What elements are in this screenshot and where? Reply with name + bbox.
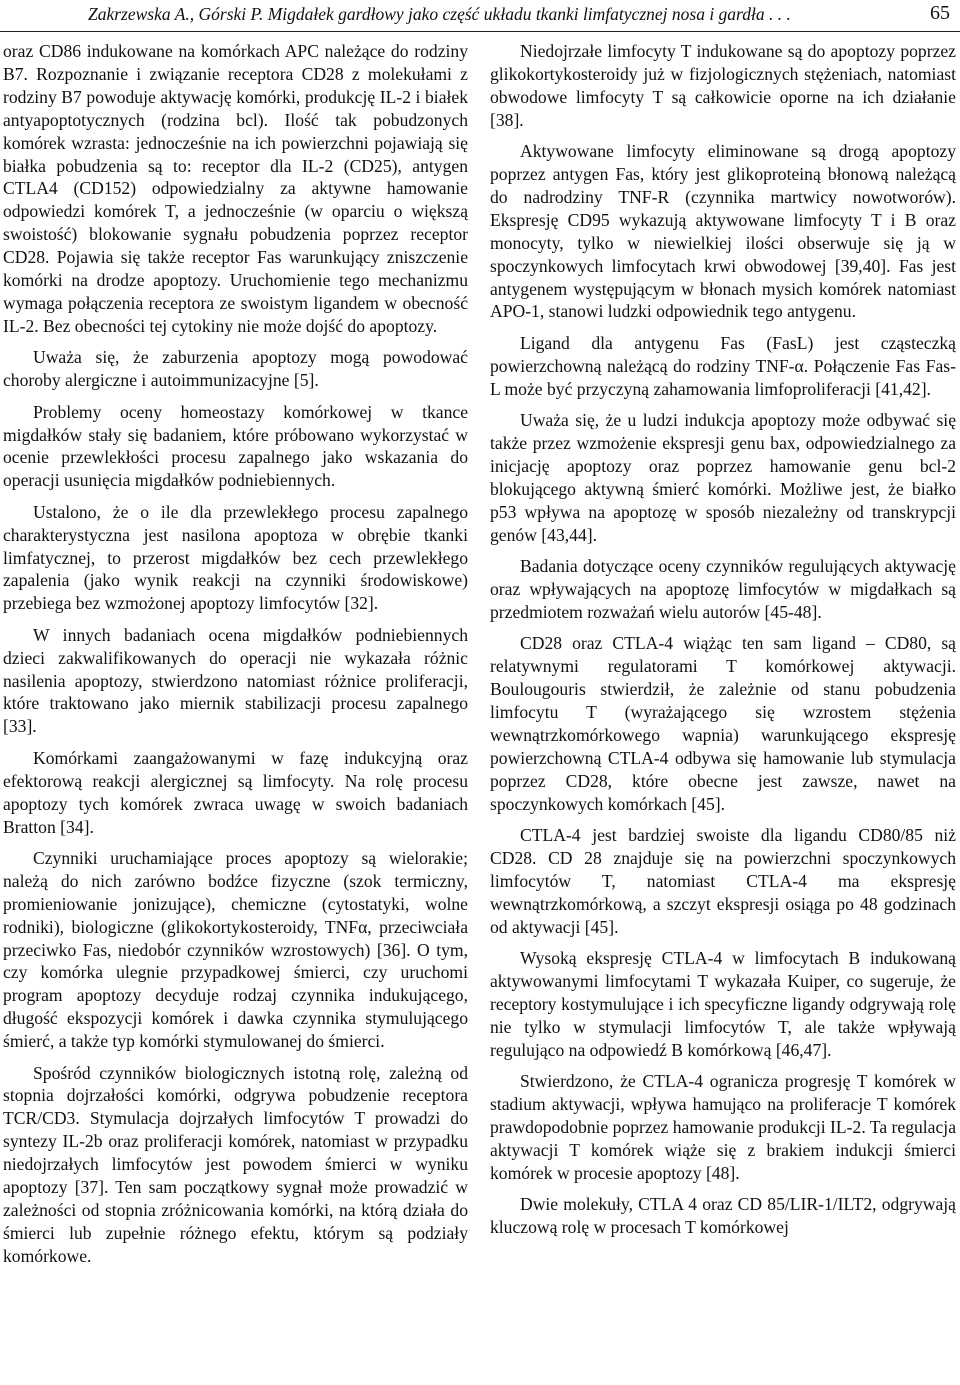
- paragraph: Komórkami zaangażowanymi w fazę indukcyjną oraz efektorową reakcji alergicznej są limfocyty. Na rolę procesu apoptozy tych komórek zwraca uwagę w swoich badaniach Bratton [34].: [3, 747, 468, 837]
- paragraph: Niedojrzałe limfocyty T indukowane są do apoptozy poprzez glikokortykosteroidy już w fizjologicznych stężeniach, natomiast obwodowe limfocyty T są całkowicie oporne na ich działanie [38].: [490, 41, 956, 130]
- left-column: [3, 40, 468, 1276]
- paragraph: Problemy oceny homeostazy komórkowej w tkance migdałków stały się badaniem, które próbowano wykorzystać w ocenie przewlekłości procesu zapalnego jako wskazania do operacji usunięcia migdałków podniebiennych.: [3, 401, 468, 491]
- header-rule: [0, 31, 960, 32]
- paragraph: Wysoką ekspresję CTLA-4 w limfocytach B indukowaną aktywowanymi limfocytami T wykazała Kuiper, co sugeruje, że receptory kostymulujące i ich specyficzne ligandy odgrywają rolę nie tylko w stymulacji limfocytów T, ale także wpływają regulująco na odpowiedź B komórkową [46,47].: [490, 948, 956, 1060]
- paragraph: Uważa się, że u ludzi indukcja apoptozy może odbywać się także przez wzmożenie ekspresji genu bax, odpowiedzialnego za inicjację apoptozy oraz poprzez hamowanie genu bcl-2 blokującego aktywną śmierć komórki. Możliwe jest, że białko p53 wpływa na apoptozę w sposób niezależny od transkrypcji genów [43,44].: [490, 410, 956, 545]
- paragraph: Czynniki uruchamiające proces apoptozy są wielorakie; należą do nich zarówno bodźce fizyczne (szok termiczny, promieniowanie jonizujące), chemiczne (cytostatyki, wolne rodniki), biologiczne (glikokortykosteroidy, TNFα, przeciwciała przeciwko Fas, niedobór czynników wzrostowych) [36]. O tym, czy komórka ulegnie przypadkowej śmierci, czy uruchomi program apoptozy decyduje rodzaj czynnika indukującego, długość ekspozycji komórek i dawka czynnika stymulującego śmierć, a także typ komórki stymulowanej do śmierci.: [3, 847, 468, 1052]
- paragraph: Badania dotyczące oceny czynników regulujących aktywację oraz wpływających na apoptozę limfocytów w migdałkach są przedmiotem rozważań wielu autorów [45-48].: [490, 556, 956, 622]
- page-number: 65: [930, 2, 950, 24]
- paragraph: CTLA-4 jest bardziej swoiste dla ligandu CD80/85 niż CD28. CD 28 znajduje się na powierzchni spoczynkowych limfocytów T, natomiast CTLA-4 ma ekspresję wewnątrzkomórkową, a szczyt ekspresji osiąga po 48 godzinach od aktywacji [45].: [490, 825, 956, 937]
- paragraph: W innych badaniach ocena migdałków podniebiennych dzieci zakwalifikowanych do operacji nie wykazała różnic nasilenia apoptozy, stwierdzono natomiast różnice proliferacji, które traktowano jako miernik stabilizacji procesu zapalnego [33].: [3, 624, 468, 737]
- paragraph: Ligand dla antygenu Fas (FasL) jest cząsteczką powierzchowną należącą do rodziny TNF-α. Połączenie Fas Fas-L może być przyczyną zahamowania limfoproliferacji [41,42].: [490, 332, 956, 399]
- paragraph: Aktywowane limfocyty eliminowane są drogą apoptozy poprzez antygen Fas, który jest glikoproteiną błonową należącą do nadrodziny TNF-R (czynnika martwicy nowotworów). Ekspresję CD95 wykazują aktywowane limfocyty T i B oraz monocyty, tylko w niewielkiej ilości obserwuje się ją w spoczynkowych limfocytach krwi obwodowej [39,40]. Fas jest antygenem występującym w błonach mysich komórek natomiast APO-1, stanowi ludzki odpowiednik tego antygenu.: [490, 141, 956, 322]
- paragraph: Dwie molekuły, CTLA 4 oraz CD 85/LIR-1/ILT2, odgrywają kluczową rolę w procesach T komórkowej: [490, 1194, 956, 1237]
- paragraph: CD28 oraz CTLA-4 wiążąc ten sam ligand – CD80, są relatywnymi regulatorami T komórkowej aktywacji. Boulougouris stwierdził, że zależnie od stanu pobudzenia limfocytu T (wyrażającego się wzrostem stężenia wewnątrzkomórkowego wapnia) warunkującego ekspresję powierzchowną CTLA-4 odbywa się hamowanie lub stymulacja poprzez CD28, które obecne jest zawsze, nawet na spoczynkowych komórkach [45].: [490, 633, 956, 814]
- paragraph: Uważa się, że zaburzenia apoptozy mogą powodować choroby alergiczne i autoimmunizacyjne [5].: [3, 347, 468, 391]
- running-title: Zakrzewska A., Górski P. Migdałek gardłowy jako część układu tkanki limfatycznej nosa i gardła . . .: [88, 4, 791, 24]
- right-column: [490, 40, 956, 1247]
- paragraph: Ustalono, że o ile dla przewlekłego procesu zapalnego charakterystyczna jest nasilona apoptoza w obrębie tkanki limfatycznej, to przerost migdałków bez cech przewlekłego zapalenia (jako wynik reakcji na czynniki środowiskowe) przebiega bez wzmożonej apoptozy limfocytów [32].: [3, 501, 468, 614]
- paragraph: oraz CD86 indukowane na komórkach APC należące do rodziny B7. Rozpoznanie i związanie receptora CD28 z molekułami z rodziny B7 powoduje aktywację komórki, produkcję IL-2 i białek antyapoptotycznych (rodzina bcl). Ilość tak pobudzonych komórek wzrasta: jednocześnie na ich powierzchni pojawiają się białka pobudzenia są to: receptor dla IL-2 (CD25), antygen CTLA4 (CD152) odpowiedzialny za aktywne hamowanie odpowiedzi komórek T, a jednocześnie (w oparciu o większą swoistość) blokowanie sygnału pobudzenia poprzez receptor CD28. Pojawia się także receptor Fas warunkujący zniszczenie komórki na drodze apoptozy. Uruchomienie tego mechanizmu wymaga połączenia receptora ze swoistym ligandem w obecność IL-2. Bez obecności tej cytokiny nie może dojść do apoptozy.: [3, 41, 468, 336]
- paragraph: Spośród czynników biologicznych istotną rolę, zależną od stopnia dojrzałości komórki, odgrywa pobudzenie receptora TCR/CD3. Stymulacja dojrzałych limfocytów T prowadzi do syntezy IL-2b oraz proliferacji komórek, natomiast w przypadku niedojrzałych limfocytów jest powodem śmierci w wyniku apoptozy [37]. Ten sam początkowy sygnał może prowadzić w zależności od stopnia zróżnicowania komórki, na którą działa do śmierci lub zupełnie różnego efektu, którym są podziały komórkowe.: [3, 1062, 468, 1266]
- paragraph: Stwierdzono, że CTLA-4 ogranicza progresję T komórek w stadium aktywacji, wpływa hamująco na proliferacje T komórek prawdopodobnie poprzez hamowanie produkcji IL-2. Ta regulacja aktywacji T komórek wiąże się z brakiem indukcji śmierci komórek w procesie apoptozy [48].: [490, 1071, 956, 1183]
